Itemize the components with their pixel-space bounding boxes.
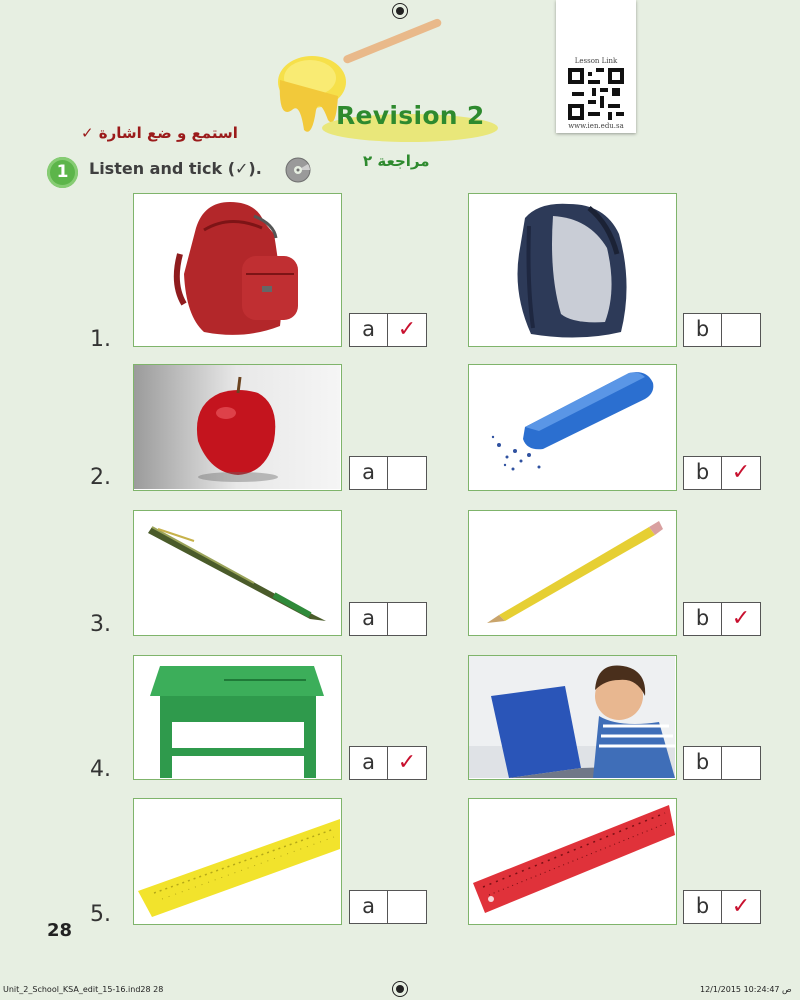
page-title: Revision 2 <box>336 101 485 130</box>
boy-with-laptop-image <box>469 656 675 778</box>
footer-file-name: Unit_2_School_KSA_edit_15-16.ind28 28 <box>3 985 164 994</box>
picture-boy-with-laptop <box>468 655 677 780</box>
yellow-ruler-image <box>134 799 340 923</box>
tick-mark: ✓ <box>731 460 751 485</box>
tick-mark: ✓ <box>731 894 751 919</box>
picture-yellow-pencil <box>468 510 677 636</box>
option-letter: a <box>350 314 388 346</box>
lesson-link-qr-card[interactable] <box>556 0 636 133</box>
registration-mark-bottom <box>392 981 408 997</box>
picture-red-backpack <box>133 193 342 347</box>
answer-box-3b[interactable] <box>683 602 761 636</box>
page-number: 28 <box>47 920 73 941</box>
picture-blue-eraser <box>468 364 677 491</box>
row-number: 5. <box>90 902 111 927</box>
qr-code-icon <box>568 68 624 120</box>
red-ruler-image <box>469 799 675 923</box>
row-number: 1. <box>90 327 111 352</box>
page-title-arabic: مراجعة ٢ <box>363 152 430 170</box>
red-apple-image <box>134 365 340 489</box>
option-letter: b <box>684 314 722 346</box>
tick-mark <box>722 747 760 779</box>
answer-box-5b[interactable] <box>683 890 761 924</box>
tick-mark: ✓ <box>397 317 417 342</box>
tick-mark: ✓ <box>397 750 417 775</box>
picture-blue-backpack <box>468 193 677 347</box>
picture-red-ruler <box>468 798 677 925</box>
green-pen-image <box>134 511 340 634</box>
row-number: 2. <box>90 465 111 490</box>
instruction-arabic: استمع و ضع اشارة ✓ <box>81 124 238 142</box>
answer-box-3a[interactable] <box>349 602 427 636</box>
option-letter: b <box>684 747 722 779</box>
exercise-number-badge: 1 <box>47 157 78 188</box>
qr-label: Lesson Link <box>574 57 618 65</box>
tick-mark <box>722 314 760 346</box>
option-letter: b <box>684 891 722 923</box>
blue-backpack-image <box>469 194 675 345</box>
option-letter: a <box>350 457 388 489</box>
option-letter: a <box>350 747 388 779</box>
audio-cd-icon[interactable] <box>284 156 312 184</box>
answer-box-2a[interactable] <box>349 456 427 490</box>
picture-yellow-ruler <box>133 798 342 925</box>
answer-box-1b[interactable] <box>683 313 761 347</box>
picture-green-desk <box>133 655 342 780</box>
green-desk-image <box>134 656 340 778</box>
row-number: 3. <box>90 612 111 637</box>
answer-box-2b[interactable] <box>683 456 761 490</box>
option-letter: a <box>350 603 388 635</box>
answer-box-4b[interactable] <box>683 746 761 780</box>
yellow-pencil-image <box>469 511 675 634</box>
option-letter: a <box>350 891 388 923</box>
tick-mark <box>388 891 426 923</box>
tick-mark: ✓ <box>731 606 751 631</box>
blue-eraser-image <box>469 365 675 489</box>
row-number: 4. <box>90 757 111 782</box>
tick-mark <box>388 603 426 635</box>
tick-mark <box>388 457 426 489</box>
option-letter: b <box>684 457 722 489</box>
red-backpack-image <box>134 194 340 345</box>
qr-url: www.ien.edu.sa <box>568 122 624 130</box>
picture-green-pen <box>133 510 342 636</box>
option-letter: b <box>684 603 722 635</box>
answer-box-4a[interactable] <box>349 746 427 780</box>
answer-box-5a[interactable] <box>349 890 427 924</box>
answer-box-1a[interactable] <box>349 313 427 347</box>
picture-red-apple <box>133 364 342 491</box>
footer-timestamp: 12/1/2015 10:24:47 ص <box>700 985 792 994</box>
instruction-text: Listen and tick (✓). <box>89 159 262 178</box>
